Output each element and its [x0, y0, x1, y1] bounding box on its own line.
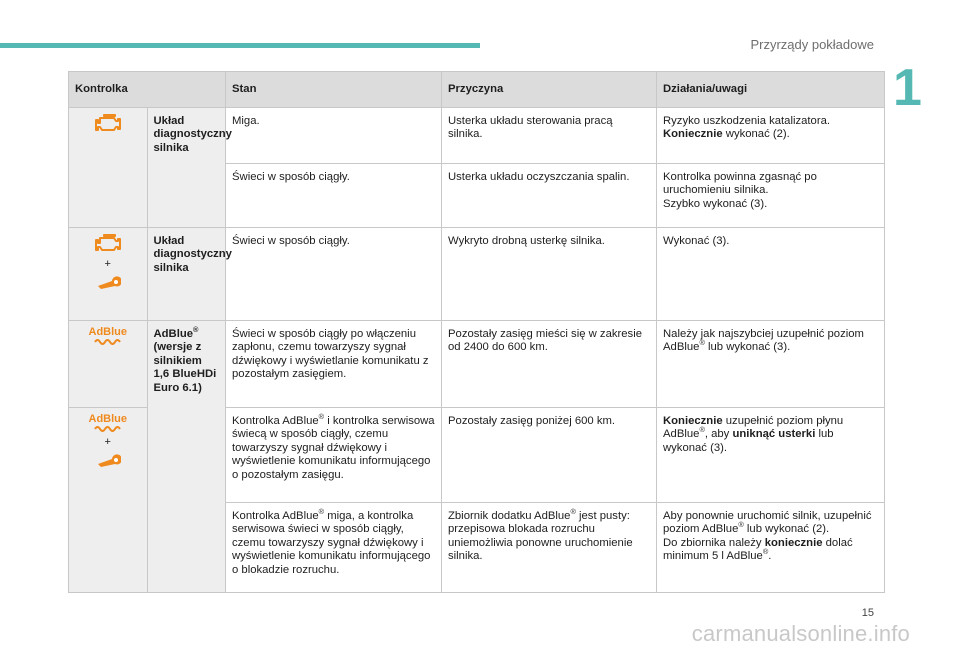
state-cell: Świeci w sposób ciągły po włączeniu zapłonu, czemu towarzyszy sygnał dźwiękowy i wyświetlanie komunikatu z pozostałym zasięgiem. [226, 320, 442, 407]
group-name: Układ diagnostyczny silnika [147, 107, 226, 227]
action-text: Szybko wykonać (3). [663, 197, 768, 210]
header-kontrolka: Kontrolka [69, 72, 226, 108]
warning-lights-table [68, 71, 885, 593]
plus-sign: + [104, 435, 111, 448]
cause-cell: Pozostały zasięg poniżej 600 km. [442, 407, 657, 502]
group-name: Układ diagnostyczny silnika [147, 227, 226, 320]
wrench-icon [95, 275, 121, 291]
action-text: wykonać (2). [722, 128, 790, 141]
cause-cell: Usterka układu sterowania pracą silnika. [442, 107, 657, 163]
cause-cell: Usterka układu oczyszczania spalin. [442, 163, 657, 227]
icon-cell [69, 107, 148, 227]
wrench-icon [95, 453, 121, 469]
wave-icon [94, 338, 122, 345]
action-text: Kontrolka powinna zgasnąć po uruchomieniu silnika. [663, 170, 817, 197]
icon-cell [69, 407, 148, 592]
header-dzialania: Działania/uwagi [657, 72, 885, 108]
table-row [69, 227, 885, 320]
section-title: Przyrządy pokładowe [750, 37, 874, 52]
table-row [69, 107, 885, 163]
wave-icon [94, 425, 122, 432]
action-cell: Koniecznie uzupełnić poziom płynu AdBlue®, aby uniknąć usterki lub wykonać (3). [657, 407, 885, 502]
chapter-number: 1 [893, 59, 922, 117]
action-text: Ryzyko uszkodzenia katalizatora. [663, 114, 831, 127]
header-przyczyna: Przyczyna [442, 72, 657, 108]
adblue-icon [89, 327, 128, 345]
table-header-row [69, 72, 885, 108]
cause-cell: Wykryto drobną usterkę silnika. [442, 227, 657, 320]
state-cell: Kontrolka AdBlue® miga, a kontrolka serwisowa świeci w sposób ciągły, czemu towarzyszy sygnał dźwiękowy i wyświetlenie komunikatu informującego o blokadzie rozruchu. [226, 502, 442, 592]
state-cell: Kontrolka AdBlue® i kontrolka serwisowa świecą w sposób ciągły, czemu towarzyszy sygnał dźwiękowy i wyświetlenie komunikatu informującego o pozostałym zasięgu. [226, 407, 442, 502]
group-name: AdBlue® (wersje z silnikiem 1,6 BlueHDi Euro 6.1) [147, 320, 226, 592]
action-emphasis: Koniecznie [663, 128, 723, 141]
action-cell [657, 163, 885, 227]
engine-check-icon [94, 114, 122, 134]
watermark: carmanualsonline.info [691, 621, 910, 646]
state-cell: Miga. [226, 107, 442, 163]
cause-cell: Pozostały zasięg mieści się w zakresie od 2400 do 600 km. [442, 320, 657, 407]
engine-check-icon [94, 234, 122, 254]
icon-cell [69, 320, 148, 407]
action-cell: Należy jak najszybciej uzupełnić poziom AdBlue® lub wykonać (3). [657, 320, 885, 407]
action-cell [657, 107, 885, 163]
state-cell: Świeci w sposób ciągły. [226, 163, 442, 227]
action-cell: Aby ponownie uruchomić silnik, uzupełnić poziom AdBlue® lub wykonać (2). Do zbiornika należy koniecznie dolać minimum 5 l AdBlue®. [657, 502, 885, 592]
adblue-label: AdBlue [88, 325, 127, 338]
action-cell: Wykonać (3). [657, 227, 885, 320]
plus-sign: + [104, 257, 111, 270]
header-stan: Stan [226, 72, 442, 108]
adblue-label: AdBlue [88, 412, 127, 425]
page-number: 15 [861, 607, 874, 619]
table-row [69, 320, 885, 407]
top-accent-bar [0, 43, 480, 48]
cause-cell: Zbiornik dodatku AdBlue® jest pusty: przepisowa blokada rozruchu uniemożliwia ponowne uruchomienie silnika. [442, 502, 657, 592]
adblue-icon [89, 414, 128, 432]
icon-cell [69, 227, 148, 320]
state-cell: Świeci w sposób ciągły. [226, 227, 442, 320]
